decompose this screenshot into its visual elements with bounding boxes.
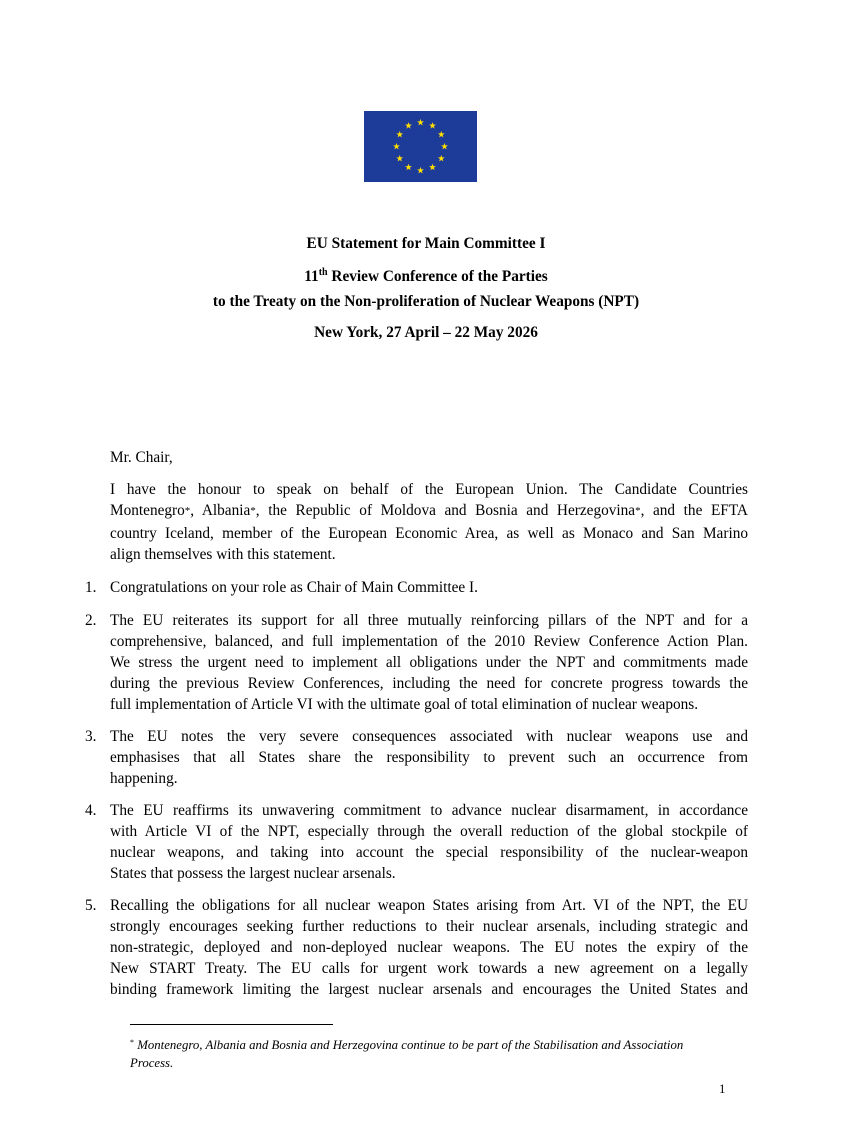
paragraph-line: binding framework limiting the largest nuclear arsenals and encourages the United States and [110, 981, 748, 998]
paragraph-line: States that possess the largest nuclear arsenals. [110, 865, 396, 882]
paragraph-number: 5. [85, 897, 97, 914]
conference-ordinal: 11 [304, 268, 319, 285]
conference-rest: Review Conference of the Parties [327, 268, 548, 285]
conference-ordinal-suffix: th [318, 267, 328, 278]
paragraph-number: 2. [85, 612, 97, 629]
footnote-line: Process. [130, 1056, 174, 1070]
flag-star-icon [393, 143, 400, 150]
asterisk-marker: * [250, 505, 256, 517]
paragraph-line: happening. [110, 770, 178, 787]
treaty-line: to the Treaty on the Non-proliferation of Nuclear Weapons (NPT) [212, 293, 640, 310]
paragraph-number: 3. [85, 728, 97, 745]
paragraph-2 [110, 610, 748, 715]
paragraph-line: with Article VI of the NPT, especially through the overall reduction of the global stockpile of [110, 823, 748, 840]
flag-star-icon [429, 164, 436, 171]
asterisk-marker: * [184, 505, 191, 517]
flag-star-icon [417, 167, 424, 174]
footnote-divider [130, 1024, 333, 1025]
page-number: 1 [719, 1082, 726, 1096]
paragraph-1 [110, 577, 748, 598]
conference-line [0, 268, 852, 286]
place-date: New York, 27 April – 22 May 2026 [314, 324, 538, 341]
paragraph-line: during the previous Review Conferences, including the need for concrete progress towards the [110, 675, 748, 692]
flag-star-icon [438, 131, 445, 138]
paragraph-number: 4. [85, 802, 97, 819]
footnote [130, 1037, 750, 1071]
intro-line: I have the honour to speak on behalf of the European Union. The Candidate Countries [110, 481, 748, 498]
intro-line: align themselves with this statement. [110, 546, 336, 563]
paragraph-line: emphasises that all States share the responsibility to prevent such an occurrence from [110, 749, 748, 766]
paragraph-line: comprehensive, balanced, and full implementation of the 2010 Review Conference Action Plan. [110, 633, 748, 650]
flag-star-icon [405, 164, 412, 171]
paragraph-line: New START Treaty. The EU calls for urgent work towards a new agreement on a legally [110, 960, 748, 977]
footnote-marker: * [130, 1038, 134, 1047]
paragraph-4 [110, 800, 748, 884]
flag-star-icon [396, 155, 403, 162]
flag-star-icon [438, 155, 445, 162]
paragraph-line: Congratulations on your role as Chair of Main Committee I. [110, 579, 478, 596]
paragraph-5 [110, 895, 748, 1000]
statement-title: EU Statement for Main Committee I [306, 235, 546, 252]
paragraph-line: full implementation of Article VI with the ultimate goal of total elimination of nuclear weapons. [110, 696, 699, 713]
intro-paragraph [110, 479, 748, 565]
intro-line: Montenegro*, Albania*, the Republic of Moldova and Bosnia and Herzegovina*, and the EFTA [110, 502, 748, 519]
flag-star-icon [396, 131, 403, 138]
eu-flag-stars [364, 111, 477, 182]
flag-star-icon [441, 143, 448, 150]
paragraph-3 [110, 726, 748, 789]
paragraph-line: strongly encourages seeking further reductions to their nuclear arsenals, including strategic and [110, 918, 748, 935]
asterisk-marker: * [635, 505, 641, 517]
paragraph-number: 1. [85, 579, 97, 596]
paragraph-line: The EU reiterates its support for all three mutually reinforcing pillars of the NPT and for a [110, 612, 748, 629]
eu-flag [364, 111, 477, 182]
paragraph-line: non-strategic, deployed and non-deployed nuclear weapons. The EU notes the expiry of the [110, 939, 748, 956]
footnote-line: * Montenegro, Albania and Bosnia and Herzegovina continue to be part of the Stabilisation and Association [130, 1038, 684, 1052]
paragraph-line: Recalling the obligations for all nuclear weapon States arising from Art. VI of the NPT, the EU [110, 897, 748, 914]
flag-star-icon [429, 122, 436, 129]
paragraph-line: The EU notes the very severe consequences associated with nuclear weapons use and [110, 728, 748, 745]
paragraph-line: The EU reaffirms its unwavering commitment to advance nuclear disarmament, in accordance [110, 802, 748, 819]
salutation: Mr. Chair, [110, 449, 173, 466]
paragraph-line: nuclear weapons, and taking into account the special responsibility of the nuclear-weapon [110, 844, 748, 861]
intro-line: country Iceland, member of the European Economic Area, as well as Monaco and San Marino [110, 525, 748, 542]
flag-star-icon [417, 119, 424, 126]
paragraph-line: We stress the urgent need to implement all obligations under the NPT and commitments made [110, 654, 748, 671]
flag-star-icon [405, 122, 412, 129]
